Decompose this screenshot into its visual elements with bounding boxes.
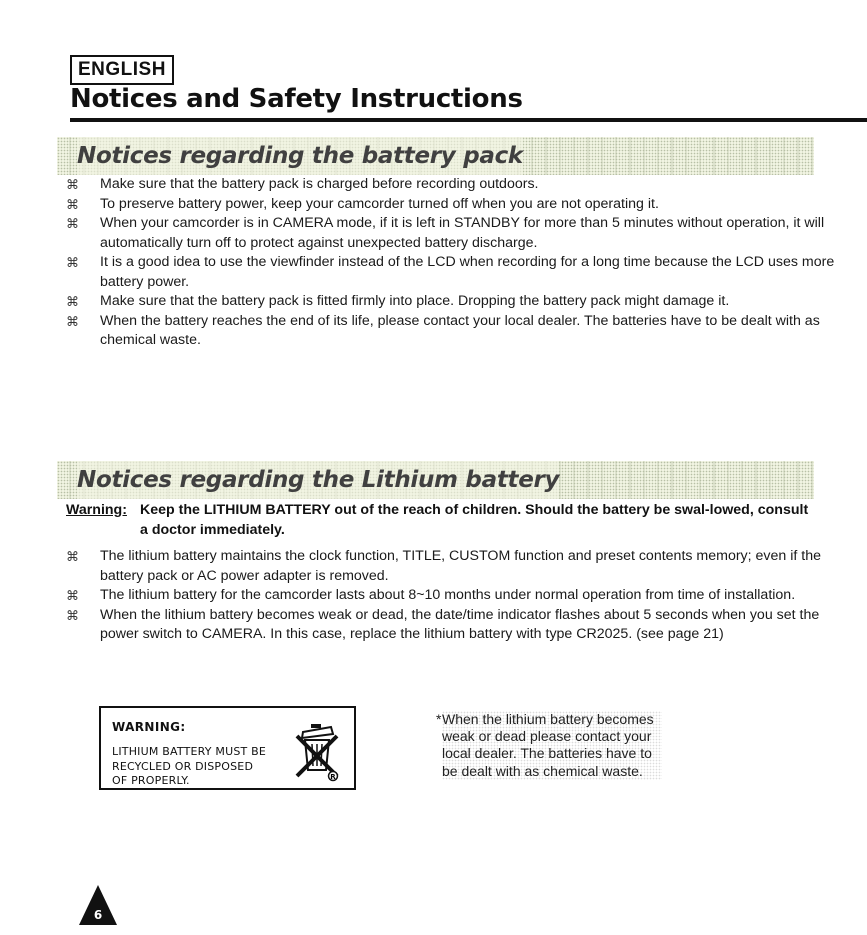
page-number-tab bbox=[78, 883, 118, 927]
language-badge: ENGLISH bbox=[70, 55, 174, 85]
page-number: 6 bbox=[93, 908, 103, 922]
lithium-notices-list bbox=[66, 547, 836, 645]
bullet-icon: ⌘ bbox=[66, 216, 79, 231]
crossed-out-wheelie-bin-icon bbox=[289, 718, 345, 784]
warning-box-title: WARNING: bbox=[112, 720, 186, 734]
list-item: ⌘ Make sure that the battery pack is charged before recording outdoors. bbox=[66, 175, 836, 195]
list-item: ⌘ To preserve battery power, keep your camcorder turned off when you are not operating it. bbox=[66, 195, 836, 215]
footnote-marker: * bbox=[436, 711, 442, 727]
bullet-icon: ⌘ bbox=[66, 588, 79, 603]
list-item: ⌘ The lithium battery for the camcorder lasts about 8~10 months under normal operation from time of installation. bbox=[66, 586, 836, 606]
side-note-text: When the lithium battery becomes weak or dead please contact your local dealer. The batteries have to be dealt with as chemical waste. bbox=[442, 711, 654, 779]
bullet-icon: ⌘ bbox=[66, 294, 79, 309]
list-item: ⌘ The lithium battery maintains the clock function, TITLE, CUSTOM function and preset contents memory; even if the battery pack or AC power adapter is removed. bbox=[66, 548, 821, 584]
bullet-icon: ⌘ bbox=[66, 549, 79, 564]
bullet-icon: ⌘ bbox=[66, 607, 79, 623]
bullet-icon: ⌘ bbox=[66, 196, 79, 212]
recycling-warning-box bbox=[99, 706, 356, 790]
section-header-lithium-battery bbox=[57, 461, 814, 499]
section-header-battery-pack bbox=[57, 137, 814, 175]
warning-box-body: LITHIUM BATTERY MUST BE RECYCLED OR DISPOSED OF PROPERLY. bbox=[112, 745, 267, 787]
svg-text:R: R bbox=[330, 773, 336, 781]
lithium-side-note bbox=[436, 711, 662, 780]
page-title: Notices and Safety Instructions bbox=[70, 84, 523, 114]
battery-pack-notices-list bbox=[66, 175, 836, 351]
list-item: ⌘ It is a good idea to use the viewfinder instead of the LCD when recording for a long time because the LCD uses more battery power. bbox=[66, 254, 835, 290]
list-item: ⌘ When your camcorder is in CAMERA mode, if it is left in STANDBY for more than 5 minutes without operation, it will automatically turn off to protect against unexpected battery discharge. bbox=[66, 215, 825, 251]
list-item: ⌘ Make sure that the battery pack is fitted firmly into place. Dropping the battery pack might damage it. bbox=[66, 292, 836, 312]
lithium-warning bbox=[66, 501, 816, 540]
warning-label: Warning: bbox=[66, 502, 127, 518]
list-item: ⌘ When the lithium battery becomes weak or dead, the date/time indicator flashes about 5 seconds when you set the power switch to CAMERA. In this case, replace the lithium battery with type CR2025. (see page 21) bbox=[66, 606, 820, 642]
bullet-icon: ⌘ bbox=[66, 313, 79, 329]
bullet-icon: ⌘ bbox=[66, 177, 79, 192]
bullet-icon: ⌘ bbox=[66, 255, 79, 270]
title-rule bbox=[70, 118, 867, 122]
section-heading: Notices regarding the Lithium battery bbox=[77, 461, 559, 499]
warning-text: Keep the LITHIUM BATTERY out of the reach of children. Should the battery be swal-lowed, consult a doctor immediately. bbox=[140, 502, 809, 538]
list-item: ⌘ When the battery reaches the end of its life, please contact your local dealer. The batteries have to be dealt with as chemical waste. bbox=[66, 312, 820, 348]
section-heading: Notices regarding the battery pack bbox=[77, 137, 523, 175]
